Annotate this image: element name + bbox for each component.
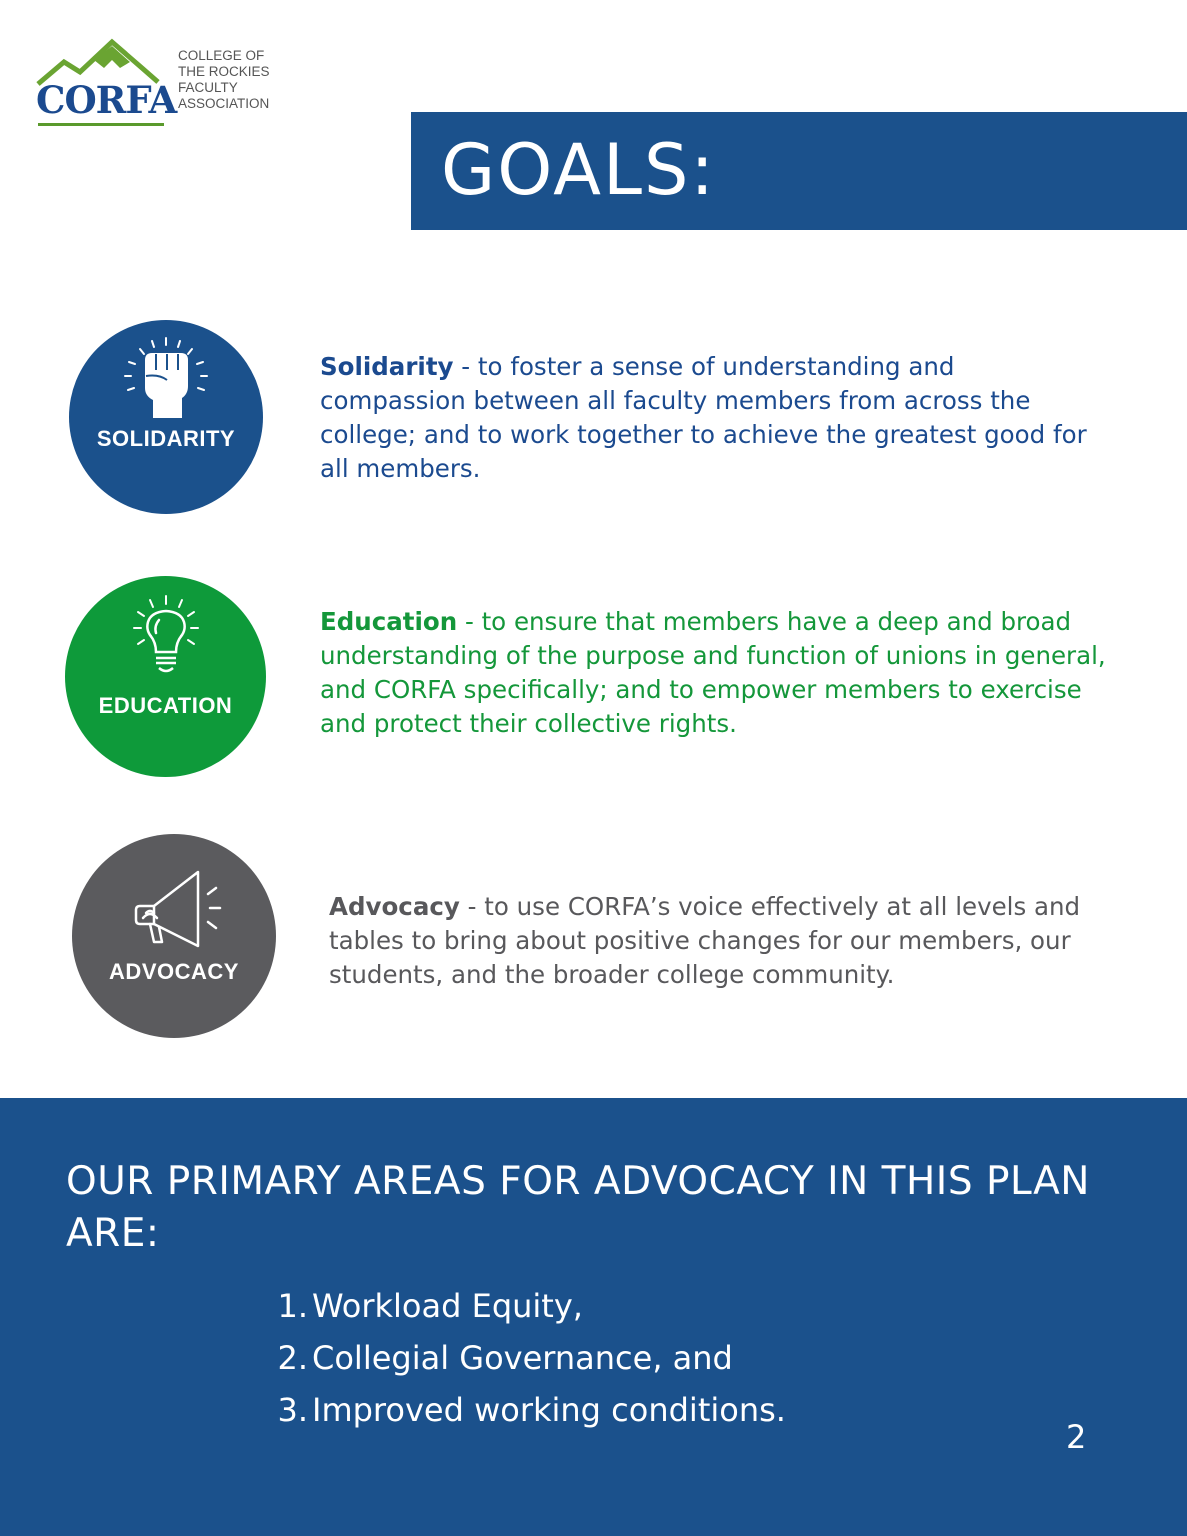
advocacy-badge [72,834,276,1038]
list-item [270,1332,786,1384]
logo-line: THE ROCKIES [178,64,270,79]
goal-title: Advocacy [329,892,460,921]
list-number: 1. [277,1287,308,1325]
list-number: 2. [277,1339,308,1377]
list-text: Improved working conditions. [312,1391,786,1429]
list-number: 3. [277,1391,308,1429]
page-number: 2 [1066,1418,1087,1456]
goal-description: - to ensure that members have a deep and broad understanding of the purpose and function of unions in general, and CORFA specifically; and to empower members to exercise and protect their collective rights. [320,607,1106,738]
advocacy-areas-list [270,1280,786,1436]
list-text: Collegial Governance, and [312,1339,733,1377]
logo-line: COLLEGE OF [178,48,265,63]
logo-line: ASSOCIATION [178,96,270,111]
list-text: Workload Equity, [312,1287,583,1325]
page-title: GOALS: [441,129,717,211]
logo-wordmark: CORFA [36,78,177,122]
solidarity-badge [69,320,263,514]
advocacy-goal [329,890,1129,992]
education-badge-label: EDUCATION [98,693,233,718]
education-goal [320,605,1120,741]
logo-line: FACULTY [178,80,238,95]
goal-title: Solidarity [320,352,454,381]
raised-fist-icon [119,336,213,428]
advocacy-areas-heading: OUR PRIMARY AREAS FOR ADVOCACY IN THIS PLAN ARE: [66,1159,1090,1256]
solidarity-badge-label: SOLIDARITY [96,426,236,451]
goal-description: - to foster a sense of understanding and compassion between all faculty members from across the college; and to work together to achieve the greatest good for all members. [320,352,1087,483]
logo-underline [38,123,164,126]
goal-title: Education [320,607,458,636]
goals-banner [411,112,1187,230]
solidarity-goal [320,350,1100,486]
lightbulb-icon [129,592,203,684]
list-item [270,1384,786,1436]
logo-org-name [178,48,270,112]
list-item [270,1280,786,1332]
goal-description: - to use CORFA’s voice effectively at all levels and tables to bring about positive changes for our members, our students, and the broader college community. [329,892,1081,989]
education-badge [65,576,266,777]
corfa-logo [34,38,284,130]
advocacy-areas-section [0,1098,1187,1536]
advocacy-badge-label: ADVOCACY [109,959,239,984]
megaphone-icon [128,866,228,952]
